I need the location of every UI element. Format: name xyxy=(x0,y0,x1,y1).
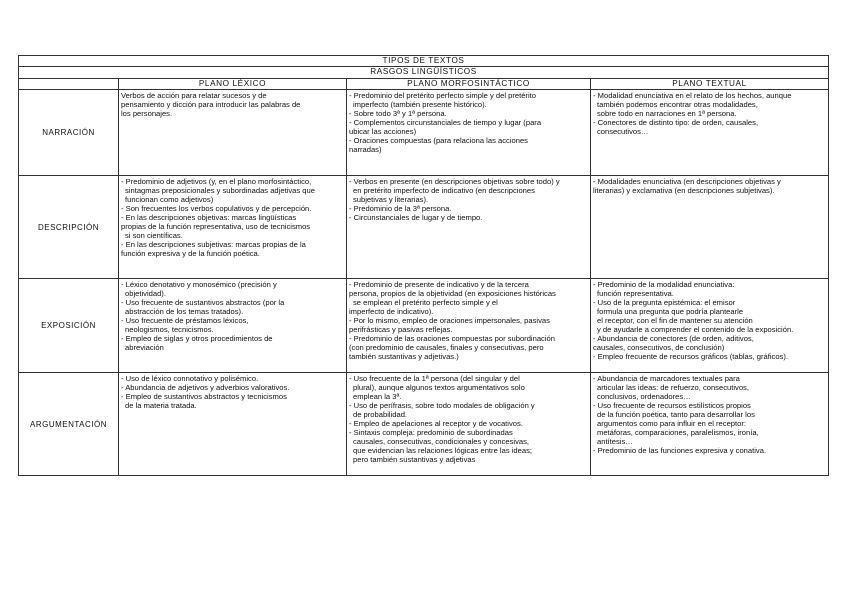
cell-line: causales, consecutivas, condicionales y concesivas, xyxy=(353,437,530,446)
cell-line: sobre todo en narraciones en 1ª persona. xyxy=(597,109,737,118)
table-row xyxy=(19,176,829,279)
cell-line: conclusivos, ordenadores… xyxy=(597,392,691,401)
cell-line: subjetivas y literarias). xyxy=(353,195,429,204)
column-header-textual: PLANO TEXTUAL xyxy=(591,79,829,90)
cell-line: (con predominio de causales, finales y consecutivas, pero xyxy=(349,343,544,352)
table-subtitle: RASGOS LINGÜÍSTICOS xyxy=(19,67,829,79)
column-header-morfosintactico: PLANO MORFOSINTÁCTICO xyxy=(347,79,591,90)
cell-textual xyxy=(591,279,829,373)
cell-line: - Uso frecuente de préstamos léxicos, xyxy=(121,316,249,325)
cell-line: - Uso de perífrasis, sobre todo modales de obligación y xyxy=(349,401,535,410)
cell-line: se emplean el pretérito perfecto simple y el xyxy=(353,298,498,307)
cell-line: - Son frecuentes los verbos copulativos y de percepción. xyxy=(121,204,312,213)
cell-line: ubicar las acciones) xyxy=(349,127,417,136)
cell-line: funcionan como adjetivos) xyxy=(125,195,214,204)
cell-line: - Predominio de adjetivos (y, en el plano morfosintáctico, xyxy=(121,177,312,186)
cell-line: - Predominio de las funciones expresiva y conativa. xyxy=(593,446,767,455)
cell-line: abreviación xyxy=(125,343,164,352)
cell-line: - Oraciones compuestas (para relaciona las acciones xyxy=(349,136,528,145)
cell-line: articular las ideas: de refuerzo, consecutivos, xyxy=(597,383,749,392)
cell-line: consecutivos… xyxy=(597,127,649,136)
cell-line: - Uso frecuente de la 1ª persona (del singular y del xyxy=(349,374,520,383)
cell-line: plural), aunque algunos textos argumentativos solo xyxy=(353,383,525,392)
cell-line: y de ayudarle a comprender el contenido de la exposición. xyxy=(597,325,794,334)
cell-line: que evidencian las relaciones lógicas entre las ideas; xyxy=(353,446,532,455)
row-label: DESCRIPCIÓN xyxy=(19,176,119,279)
cell-line: el receptor, con el fin de mantener su atención xyxy=(597,316,753,325)
cell-line: argumentos como para influir en el receptor: xyxy=(597,419,746,428)
cell-line: - En las descripciones subjetivas: marcas propias de la xyxy=(121,240,306,249)
cell-morfosintactico xyxy=(347,279,591,373)
cell-line: - Empleo de sustantivos abstractos y tecnicismos xyxy=(121,392,287,401)
cell-line: - Circunstanciales de lugar y de tiempo. xyxy=(349,213,483,222)
cell-line: de probabilidad. xyxy=(353,410,408,419)
cell-line: - Modalidad enunciativa en el relato de los hechos, aunque xyxy=(593,91,792,100)
cell-line: - Sintaxis compleja: predominio de subordinadas xyxy=(349,428,513,437)
table-row xyxy=(19,90,829,176)
cell-line: - Predominio de la modalidad enunciativa: xyxy=(593,280,735,289)
cell-line: abstracción de los temas tratados). xyxy=(125,307,244,316)
cell-line: - Predominio de la 3ª persona. xyxy=(349,204,452,213)
cell-line: emplean la 3ª. xyxy=(353,392,402,401)
cell-morfosintactico xyxy=(347,176,591,279)
table-row xyxy=(19,279,829,373)
cell-line: - Modalidades enunciativa (en descripciones objetivas y xyxy=(593,177,781,186)
cell-line: - Conectores de distinto tipo: de orden, causales, xyxy=(593,118,759,127)
cell-line: metáforas, comparaciones, paralelismos, ironía, xyxy=(597,428,759,437)
cell-line: - Verbos en presente (en descripciones objetivas sobre todo) y xyxy=(349,177,560,186)
cell-line: función expresiva y de la función poética. xyxy=(121,249,260,258)
cell-line: de la función poética, tanto para desarrollar los xyxy=(597,410,755,419)
table-row xyxy=(19,373,829,476)
cell-line: neologismos, tecnicismos. xyxy=(125,325,214,334)
cell-line: objetividad). xyxy=(125,289,166,298)
cell-line: - Por lo mismo, empleo de oraciones impersonales, pasivas xyxy=(349,316,550,325)
cell-line: - Predominio de las oraciones compuestas por subordinación xyxy=(349,334,555,343)
cell-line: - Predominio de presente de indicativo y de la tercera xyxy=(349,280,529,289)
text-types-table xyxy=(18,55,829,476)
cell-line: propias de la función representativa, uso de tecnicismos xyxy=(121,222,311,231)
cell-line: - Empleo de apelaciones al receptor y de vocativos. xyxy=(349,419,523,428)
cell-line: narradas) xyxy=(349,145,382,154)
cell-line: también podemos encontrar otras modalidades, xyxy=(597,100,758,109)
table-title: TIPOS DE TEXTOS xyxy=(19,56,829,67)
cell-line: literarias) y exclamativa (en descripciones subjetivas). xyxy=(593,186,775,195)
cell-line: también sustantivas y adjetivas.) xyxy=(349,352,459,361)
cell-line: en pretérito imperfecto de indicativo (en descripciones xyxy=(353,186,535,195)
cell-lexico xyxy=(119,373,347,476)
cell-line: pero también sustantivas y adjetivas xyxy=(353,455,476,464)
cell-line: si son científicas. xyxy=(125,231,183,240)
cell-lexico xyxy=(119,279,347,373)
corner-cell xyxy=(19,79,119,90)
cell-line: - Abundancia de marcadores textuales para xyxy=(593,374,740,383)
cell-line: Verbos de acción para relatar sucesos y de xyxy=(121,91,267,100)
cell-line: formula una pregunta que podría plantearle xyxy=(597,307,744,316)
cell-line: - Predominio del pretérito perfecto simple y del pretérito xyxy=(349,91,536,100)
cell-textual xyxy=(591,373,829,476)
cell-morfosintactico xyxy=(347,373,591,476)
row-label: ARGUMENTACIÓN xyxy=(19,373,119,476)
cell-line: función representativa. xyxy=(597,289,674,298)
cell-lexico xyxy=(119,176,347,279)
cell-line: los personajes. xyxy=(121,109,173,118)
row-label: NARRACIÓN xyxy=(19,90,119,176)
cell-line: imperfecto de indicativo). xyxy=(349,307,434,316)
cell-line: persona, propios de la objetividad (en exposiciones históricas xyxy=(349,289,556,298)
cell-textual xyxy=(591,176,829,279)
cell-line: - Uso frecuente de sustantivos abstractos (por la xyxy=(121,298,285,307)
cell-line: - Sobre todo 3ª y 1ª persona. xyxy=(349,109,447,118)
cell-line: - Complementos circunstanciales de tiempo y lugar (para xyxy=(349,118,542,127)
cell-line: antítesis… xyxy=(597,437,633,446)
cell-line: - Uso de la pregunta epistémica: el emisor xyxy=(593,298,736,307)
cell-line: - Abundancia de conectores (de orden, aditivos, xyxy=(593,334,754,343)
cell-line: pensamiento y dicción para introducir las palabras de xyxy=(121,100,301,109)
cell-line: - Empleo de siglas y otros procedimientos de xyxy=(121,334,273,343)
column-header-lexico: PLANO LÉXICO xyxy=(119,79,347,90)
cell-line: - Léxico denotativo y monosémico (precisión y xyxy=(121,280,277,289)
cell-line: - Uso frecuente de recursos estilísticos propios xyxy=(593,401,751,410)
cell-line: - En las descripciones objetivas: marcas lingüísticas xyxy=(121,213,297,222)
cell-line: perifrásticas y pasivas reflejas. xyxy=(349,325,453,334)
cell-line: causales, consecutivos, de conclusión) xyxy=(593,343,725,352)
cell-line: imperfecto (también presente histórico). xyxy=(353,100,487,109)
cell-line: - Empleo frecuente de recursos gráficos (tablas, gráficos). xyxy=(593,352,788,361)
cell-line: - Abundancia de adjetivos y adverbios valorativos. xyxy=(121,383,290,392)
cell-line: - Uso de léxico connotativo y polisémico. xyxy=(121,374,259,383)
cell-morfosintactico xyxy=(347,90,591,176)
cell-line: sintagmas preposicionales y subordinadas adjetivas que xyxy=(125,186,315,195)
cell-line: de la materia tratada. xyxy=(125,401,197,410)
cell-lexico xyxy=(119,90,347,176)
row-label: EXPOSICIÓN xyxy=(19,279,119,373)
cell-textual xyxy=(591,90,829,176)
